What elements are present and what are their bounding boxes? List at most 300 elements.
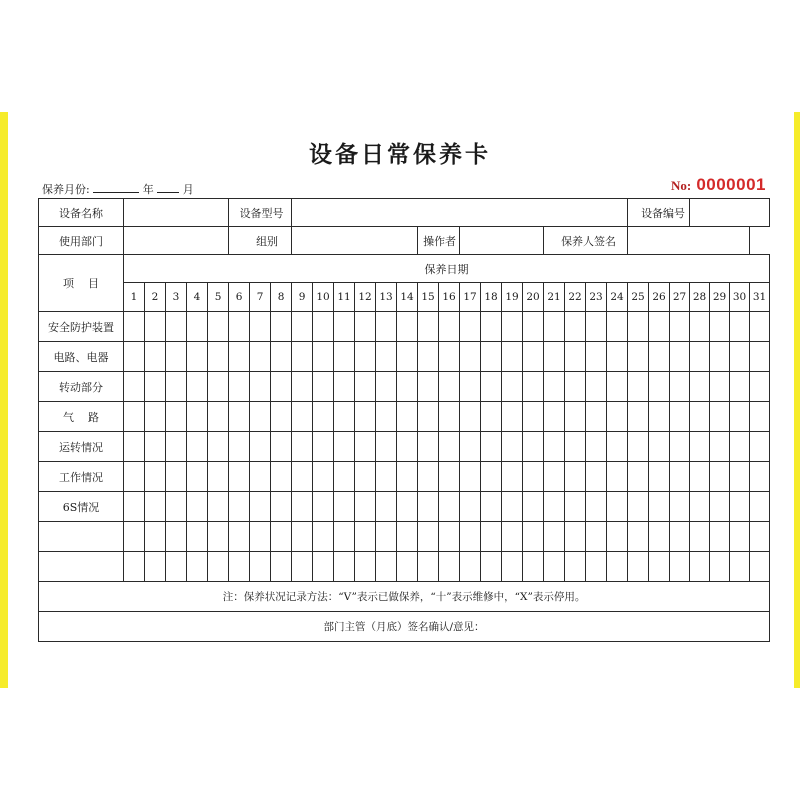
check-cell[interactable] [628,432,649,462]
check-cell[interactable] [586,342,607,372]
check-cell[interactable] [313,492,334,522]
check-cell[interactable] [586,432,607,462]
check-cell[interactable] [730,492,750,522]
check-cell[interactable] [544,372,565,402]
info-row-1 [39,199,770,227]
check-cell[interactable] [670,552,690,582]
check-cell[interactable] [523,522,544,552]
check-cell[interactable] [250,342,271,372]
check-cell[interactable] [628,342,649,372]
check-cell[interactable] [670,432,690,462]
check-cell[interactable] [124,432,145,462]
check-cell[interactable] [334,372,355,402]
check-cell[interactable] [439,462,460,492]
check-cell[interactable] [607,522,628,552]
device-number-label: 设备编号 [628,199,690,227]
month-blank[interactable] [157,182,179,193]
check-cell[interactable] [208,312,229,342]
check-cell[interactable] [607,462,628,492]
check-cell[interactable] [166,552,187,582]
check-cell[interactable] [376,342,397,372]
check-cell[interactable] [460,522,481,552]
check-cell[interactable] [124,402,145,432]
check-cell[interactable] [187,402,208,432]
check-cell[interactable] [565,402,586,432]
check-cell[interactable] [418,312,439,342]
check-cell[interactable] [418,402,439,432]
check-cell[interactable] [502,432,523,462]
check-cell[interactable] [649,342,670,372]
check-cell[interactable] [250,462,271,492]
check-cell[interactable] [208,432,229,462]
check-cell[interactable] [607,432,628,462]
check-cell[interactable] [418,492,439,522]
check-cell[interactable] [334,492,355,522]
check-cell[interactable] [145,402,166,432]
check-cell[interactable] [607,372,628,402]
check-cell[interactable] [649,492,670,522]
check-cell[interactable] [418,522,439,552]
check-cell[interactable] [730,402,750,432]
check-cell[interactable] [586,492,607,522]
check-cell[interactable] [397,342,418,372]
check-cell[interactable] [145,552,166,582]
check-cell[interactable] [710,342,730,372]
check-cell[interactable] [397,462,418,492]
check-cell[interactable] [523,432,544,462]
check-cell[interactable] [628,492,649,522]
check-cell[interactable] [187,552,208,582]
check-cell[interactable] [250,492,271,522]
group-field[interactable] [292,227,418,255]
check-cell[interactable] [607,552,628,582]
check-cell[interactable] [271,552,292,582]
check-cell[interactable] [607,312,628,342]
check-cell[interactable] [460,342,481,372]
check-cell[interactable] [502,492,523,522]
day-header-25: 25 [628,283,649,312]
check-cell[interactable] [649,312,670,342]
check-cell[interactable] [397,432,418,462]
check-cell[interactable] [730,462,750,492]
check-cell[interactable] [750,342,770,372]
check-cell[interactable] [229,342,250,372]
check-cell[interactable] [376,402,397,432]
day-header-2: 2 [145,283,166,312]
check-cell[interactable] [481,462,502,492]
check-cell[interactable] [145,522,166,552]
day-header-23: 23 [586,283,607,312]
department-field[interactable] [124,227,229,255]
check-cell[interactable] [124,522,145,552]
device-name-field[interactable] [124,199,229,227]
check-cell[interactable] [628,552,649,582]
check-cell[interactable] [418,372,439,402]
check-cell[interactable] [690,372,710,402]
check-cell[interactable] [124,342,145,372]
check-cell[interactable] [670,462,690,492]
check-cell[interactable] [313,462,334,492]
check-cell[interactable] [523,312,544,342]
check-cell[interactable] [376,462,397,492]
check-cell[interactable] [544,312,565,342]
check-cell[interactable] [523,342,544,372]
check-cell[interactable] [292,312,313,342]
check-cell[interactable] [710,522,730,552]
check-cell[interactable] [586,522,607,552]
check-cell[interactable] [730,432,750,462]
check-cell[interactable] [586,462,607,492]
check-cell[interactable] [565,492,586,522]
check-cell[interactable] [481,342,502,372]
check-cell[interactable] [481,312,502,342]
check-cell[interactable] [355,492,376,522]
check-cell[interactable] [229,522,250,552]
check-cell[interactable] [544,432,565,462]
check-cell[interactable] [649,402,670,432]
check-cell[interactable] [670,372,690,402]
check-cell[interactable] [649,552,670,582]
check-cell[interactable] [544,552,565,582]
check-cell[interactable] [208,552,229,582]
check-cell[interactable] [730,342,750,372]
check-cell[interactable] [628,462,649,492]
check-cell[interactable] [481,372,502,402]
check-cell[interactable] [710,432,730,462]
check-cell[interactable] [313,522,334,552]
check-cell[interactable] [124,492,145,522]
check-cell[interactable] [730,312,750,342]
check-cell[interactable] [439,342,460,372]
check-cell[interactable] [690,492,710,522]
check-cell[interactable] [460,372,481,402]
check-cell[interactable] [607,342,628,372]
check-cell[interactable] [376,522,397,552]
check-cell[interactable] [502,522,523,552]
check-cell[interactable] [292,492,313,522]
check-cell[interactable] [334,552,355,582]
check-cell[interactable] [250,432,271,462]
check-cell[interactable] [187,432,208,462]
check-cell[interactable] [145,342,166,372]
check-cell[interactable] [710,372,730,402]
check-cell[interactable] [271,402,292,432]
check-cell[interactable] [710,492,730,522]
check-cell[interactable] [313,552,334,582]
check-cell[interactable] [229,462,250,492]
check-cell[interactable] [565,462,586,492]
check-cell[interactable] [145,462,166,492]
check-cell[interactable] [355,522,376,552]
check-cell[interactable] [124,312,145,342]
check-cell[interactable] [229,492,250,522]
check-cell[interactable] [313,312,334,342]
check-cell[interactable] [439,312,460,342]
check-cell[interactable] [292,522,313,552]
check-cell[interactable] [628,312,649,342]
day-header-6: 6 [229,283,250,312]
check-cell[interactable] [313,432,334,462]
check-cell[interactable] [292,402,313,432]
check-cell[interactable] [439,372,460,402]
check-cell[interactable] [334,462,355,492]
device-model-field[interactable] [292,199,628,227]
check-cell[interactable] [397,492,418,522]
check-cell[interactable] [750,432,770,462]
device-number-field[interactable] [690,199,770,227]
year-blank[interactable] [93,182,139,193]
check-cell[interactable] [439,492,460,522]
check-cell[interactable] [292,342,313,372]
check-cell[interactable] [649,432,670,462]
check-cell[interactable] [208,462,229,492]
check-cell[interactable] [544,522,565,552]
day-header-20: 20 [523,283,544,312]
check-cell[interactable] [690,432,710,462]
check-cell[interactable] [208,342,229,372]
check-cell[interactable] [292,372,313,402]
check-cell[interactable] [166,312,187,342]
check-cell[interactable] [418,552,439,582]
check-cell[interactable] [565,552,586,582]
check-cell[interactable] [166,372,187,402]
check-cell[interactable] [355,432,376,462]
check-cell[interactable] [750,462,770,492]
check-cell[interactable] [271,462,292,492]
check-cell[interactable] [250,552,271,582]
check-cell[interactable] [690,522,710,552]
check-cell[interactable] [649,522,670,552]
check-cell[interactable] [649,372,670,402]
check-cell[interactable] [334,432,355,462]
check-cell[interactable] [292,462,313,492]
check-cell[interactable] [460,552,481,582]
check-cell[interactable] [250,402,271,432]
check-cell[interactable] [481,552,502,582]
check-cell[interactable] [439,552,460,582]
check-cell[interactable] [670,492,690,522]
check-cell[interactable] [166,402,187,432]
check-cell[interactable] [355,402,376,432]
check-cell[interactable] [355,312,376,342]
check-cell[interactable] [690,402,710,432]
check-cell[interactable] [565,372,586,402]
check-cell[interactable] [166,492,187,522]
check-cell[interactable] [502,462,523,492]
check-cell[interactable] [397,522,418,552]
check-cell[interactable] [313,372,334,402]
check-cell[interactable] [166,462,187,492]
check-cell[interactable] [544,462,565,492]
check-cell[interactable] [607,402,628,432]
check-cell[interactable] [439,522,460,552]
check-cell[interactable] [565,342,586,372]
check-cell[interactable] [187,522,208,552]
check-cell[interactable] [313,342,334,372]
check-cell[interactable] [628,372,649,402]
check-cell[interactable] [690,342,710,372]
check-cell[interactable] [710,312,730,342]
check-cell[interactable] [229,432,250,462]
check-cell[interactable] [355,462,376,492]
check-cell[interactable] [397,312,418,342]
check-cell[interactable] [628,402,649,432]
check-cell[interactable] [166,342,187,372]
day-header-3: 3 [166,283,187,312]
check-cell[interactable] [271,372,292,402]
check-cell[interactable] [376,552,397,582]
check-cell[interactable] [586,402,607,432]
check-cell[interactable] [544,492,565,522]
check-cell[interactable] [208,522,229,552]
check-cell[interactable] [250,312,271,342]
check-cell[interactable] [481,492,502,522]
check-cell[interactable] [710,552,730,582]
check-cell[interactable] [313,402,334,432]
check-cell[interactable] [229,402,250,432]
check-cell[interactable] [730,522,750,552]
check-cell[interactable] [439,432,460,462]
check-cell[interactable] [607,492,628,522]
check-cell[interactable] [355,372,376,402]
check-cell[interactable] [355,342,376,372]
check-cell[interactable] [502,372,523,402]
check-cell[interactable] [523,402,544,432]
check-cell[interactable] [334,522,355,552]
check-cell[interactable] [502,312,523,342]
item-row [39,432,770,462]
operator-field[interactable] [460,227,544,255]
check-cell[interactable] [397,372,418,402]
check-cell[interactable] [750,492,770,522]
check-cell[interactable] [460,402,481,432]
check-cell[interactable] [670,312,690,342]
check-cell[interactable] [586,552,607,582]
check-cell[interactable] [187,462,208,492]
check-cell[interactable] [292,432,313,462]
check-cell[interactable] [334,402,355,432]
check-cell[interactable] [376,312,397,342]
check-cell[interactable] [670,522,690,552]
check-cell[interactable] [145,492,166,522]
check-cell[interactable] [271,342,292,372]
check-cell[interactable] [376,432,397,462]
check-cell[interactable] [481,402,502,432]
check-cell[interactable] [145,312,166,342]
check-cell[interactable] [710,402,730,432]
check-cell[interactable] [565,522,586,552]
check-cell[interactable] [544,342,565,372]
check-cell[interactable] [460,432,481,462]
check-cell[interactable] [649,462,670,492]
check-cell[interactable] [750,402,770,432]
check-cell[interactable] [124,552,145,582]
check-cell[interactable] [565,312,586,342]
check-cell[interactable] [586,372,607,402]
check-cell[interactable] [690,552,710,582]
check-cell[interactable] [523,492,544,522]
check-cell[interactable] [208,492,229,522]
check-cell[interactable] [166,522,187,552]
check-cell[interactable] [523,462,544,492]
check-cell[interactable] [750,372,770,402]
check-cell[interactable] [628,522,649,552]
check-cell[interactable] [250,522,271,552]
supervisor-signoff[interactable]: 部门主管（月底）签名确认/意见： [39,612,770,642]
check-cell[interactable] [460,462,481,492]
check-cell[interactable] [690,462,710,492]
check-cell[interactable] [166,432,187,462]
check-cell[interactable] [523,552,544,582]
check-cell[interactable] [690,312,710,342]
check-cell[interactable] [481,522,502,552]
check-cell[interactable] [145,432,166,462]
check-cell[interactable] [124,372,145,402]
check-cell[interactable] [334,342,355,372]
check-cell[interactable] [397,402,418,432]
check-cell[interactable] [187,372,208,402]
check-cell[interactable] [565,432,586,462]
check-cell[interactable] [145,372,166,402]
check-cell[interactable] [460,312,481,342]
check-cell[interactable] [376,372,397,402]
check-cell[interactable] [586,312,607,342]
check-cell[interactable] [730,552,750,582]
day-header-4: 4 [187,283,208,312]
check-cell[interactable] [439,402,460,432]
check-cell[interactable] [334,312,355,342]
check-cell[interactable] [502,402,523,432]
check-cell[interactable] [502,552,523,582]
maintainer-sign-field[interactable] [628,227,750,255]
check-cell[interactable] [460,492,481,522]
check-cell[interactable] [523,372,544,402]
check-cell[interactable] [187,492,208,522]
check-cell[interactable] [292,552,313,582]
check-cell[interactable] [376,492,397,522]
check-cell[interactable] [397,552,418,582]
check-cell[interactable] [271,312,292,342]
check-cell[interactable] [710,462,730,492]
check-cell[interactable] [544,402,565,432]
check-cell[interactable] [124,462,145,492]
check-cell[interactable] [187,312,208,342]
check-cell[interactable] [271,522,292,552]
check-cell[interactable] [271,492,292,522]
check-cell[interactable] [502,342,523,372]
check-cell[interactable] [229,312,250,342]
check-cell[interactable] [418,342,439,372]
check-cell[interactable] [208,372,229,402]
check-cell[interactable] [229,552,250,582]
legend-note: 注：保养状况记录方法：“V”表示已做保养，“十”表示维修中，“X”表示停用。 [39,582,770,612]
check-cell[interactable] [670,402,690,432]
check-cell[interactable] [250,372,271,402]
check-cell[interactable] [271,432,292,462]
check-cell[interactable] [418,462,439,492]
check-cell[interactable] [750,312,770,342]
check-cell[interactable] [208,402,229,432]
check-cell[interactable] [229,372,250,402]
check-cell[interactable] [481,432,502,462]
check-cell[interactable] [187,342,208,372]
check-cell[interactable] [670,342,690,372]
check-cell[interactable] [750,552,770,582]
check-cell[interactable] [750,522,770,552]
check-cell[interactable] [730,372,750,402]
check-cell[interactable] [418,432,439,462]
check-cell[interactable] [355,552,376,582]
